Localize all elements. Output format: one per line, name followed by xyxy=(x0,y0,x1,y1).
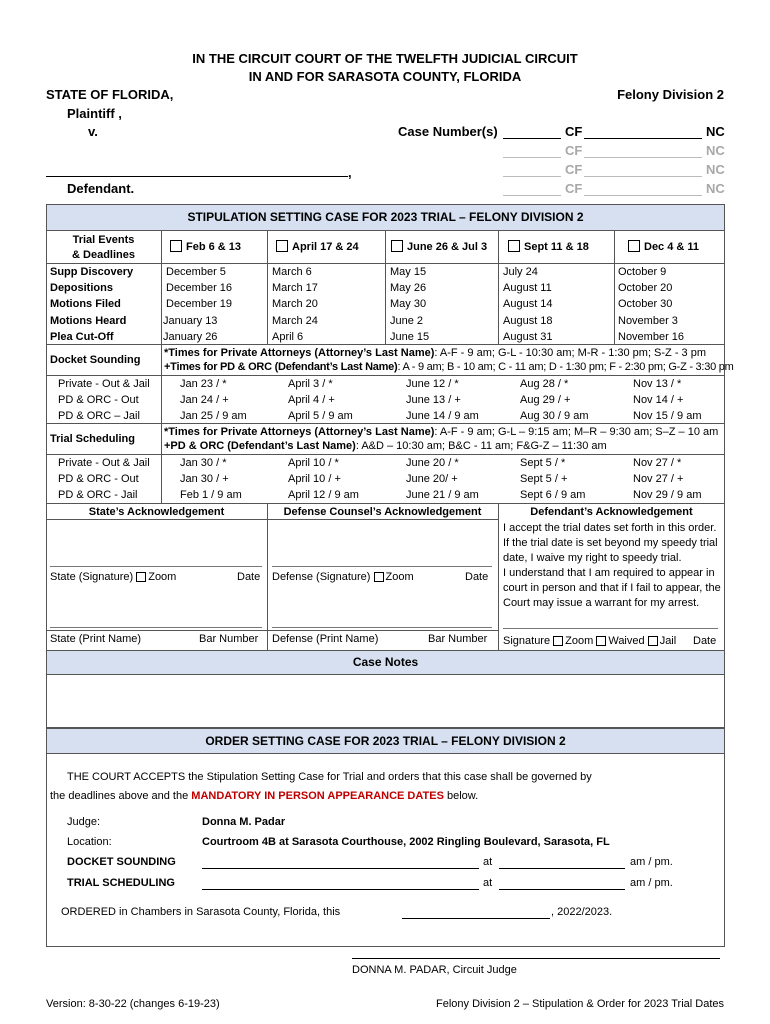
docket-at-label: at xyxy=(483,856,493,868)
trial-date: April 10 / + xyxy=(288,473,341,485)
case-year-field[interactable] xyxy=(503,138,561,139)
defendant-comma: , xyxy=(348,165,352,180)
defendant-ack-line: I understand that I am required to appear in xyxy=(503,567,715,579)
defendant-ack-line: Court may issue a warrant for my arrest. xyxy=(503,597,700,609)
defense-zoom-label: Zoom xyxy=(385,571,414,583)
deadline-date: August 31 xyxy=(503,331,553,343)
state-signature-text: State (Signature) xyxy=(50,571,134,583)
defendant-jail-label: Jail xyxy=(659,635,677,647)
defendant-signature-field[interactable] xyxy=(503,628,718,629)
deadline-date: April 6 xyxy=(272,331,304,343)
trial-date: Nov 27 / * xyxy=(633,457,682,469)
docket-sounding-label: Docket Sounding xyxy=(50,354,141,366)
docket-date: June 12 / * xyxy=(406,378,459,390)
docket-note-private-bold: *Times for Private Attorneys (Attorney’s Last Name) xyxy=(164,347,435,359)
defendant-waived-label: Waived xyxy=(608,635,645,647)
deadline-label: Motions Filed xyxy=(50,298,121,310)
trial-date: Nov 29 / 9 am xyxy=(633,489,702,501)
trial-date: Sept 5 / * xyxy=(520,457,566,469)
deadline-label: Plea Cut-Off xyxy=(50,331,114,343)
defendant-ack-line: date, I waive my right to speedy trial. xyxy=(503,552,682,564)
nc-label-3: NC xyxy=(706,162,725,177)
trial-note-pd xyxy=(164,439,607,453)
location-value: Courtroom 4B at Sarasota Courthouse, 2002 Ringling Boulevard, Sarasota, FL xyxy=(202,836,610,848)
deadline-date: May 26 xyxy=(390,282,427,294)
trial-note-pd-bold: +PD & ORC (Defendant’s Last Name) xyxy=(164,440,356,452)
docket-date: Aug 30 / 9 am xyxy=(520,410,589,422)
judge-signature-field[interactable] xyxy=(352,958,720,959)
trial-date: Sept 5 / + xyxy=(520,473,568,485)
trial-date: Jan 30 / * xyxy=(180,457,227,469)
docket-note-private-rest: : A-F - 9 am; G-L - 10:30 am; M-R - 1:30 pm; S-Z - 3 pm xyxy=(434,347,707,359)
docket-ampm-label: am / pm. xyxy=(630,856,673,868)
case-number-label: Case Number(s) xyxy=(398,124,498,139)
trial-date: Sept 6 / 9 am xyxy=(520,489,586,501)
county-title: IN AND FOR SARASOTA COUNTY, FLORIDA xyxy=(248,69,522,84)
term-april-checkbox[interactable] xyxy=(276,240,288,252)
plaintiff-label: Plaintiff , xyxy=(67,106,122,121)
trial-date: April 10 / * xyxy=(288,457,339,469)
case-number-field[interactable] xyxy=(584,138,702,139)
deadlines-label: & Deadlines xyxy=(72,249,135,261)
state-signature-field[interactable] xyxy=(50,566,262,567)
nc-label-2: NC xyxy=(706,143,725,158)
defense-signature-text: Defense (Signature) xyxy=(272,571,371,583)
defendant-signature-label xyxy=(503,634,676,648)
deadline-date: May 15 xyxy=(390,266,427,278)
docket-row-label: PD & ORC – Jail xyxy=(58,410,140,422)
mandatory-appearance-text: MANDATORY IN PERSON APPEARANCE DATES xyxy=(191,790,444,802)
deadline-date: March 20 xyxy=(272,298,318,310)
case-number-field-4[interactable] xyxy=(584,195,702,196)
state-zoom-label: Zoom xyxy=(148,571,177,583)
trial-note-private-bold: *Times for Private Attorneys (Attorney’s Last Name) xyxy=(164,426,435,438)
defense-date-label: Date xyxy=(465,571,489,583)
division-label: Felony Division 2 xyxy=(617,87,724,102)
nc-label-4: NC xyxy=(706,181,725,196)
deadline-date: March 17 xyxy=(272,282,318,294)
defense-zoom-checkbox[interactable] xyxy=(374,572,384,582)
case-year-field-4[interactable] xyxy=(503,195,561,196)
case-notes-header xyxy=(46,650,725,675)
order-title: ORDER SETTING CASE FOR 2023 TRIAL – FELONY DIVISION 2 xyxy=(205,734,566,748)
deadline-date: January 13 xyxy=(163,315,218,327)
trial-scheduling-date-field[interactable] xyxy=(202,889,479,890)
order-paragraph-line2 xyxy=(50,787,478,805)
term-june-checkbox[interactable] xyxy=(391,240,403,252)
defendant-zoom-label: Zoom xyxy=(565,635,594,647)
docket-date: Jan 25 / 9 am xyxy=(180,410,247,422)
state-signature-label xyxy=(50,570,176,584)
deadline-label: Depositions xyxy=(50,282,113,294)
term-april[interactable] xyxy=(276,240,359,254)
cf-label-4: CF xyxy=(565,181,583,196)
case-year-field-3[interactable] xyxy=(503,176,561,177)
deadline-date: October 30 xyxy=(618,298,673,310)
docket-date: Aug 29 / + xyxy=(520,394,571,406)
trial-date: June 20/ + xyxy=(406,473,458,485)
trial-date: Jan 30 / + xyxy=(180,473,229,485)
docket-date: June 14 / 9 am xyxy=(406,410,479,422)
docket-row-label: PD & ORC - Out xyxy=(58,394,139,406)
judge-value: Donna M. Padar xyxy=(202,816,286,828)
stipulation-header xyxy=(46,204,725,231)
judge-signature-label: DONNA M. PADAR, Circuit Judge xyxy=(352,964,517,976)
defense-signature-label xyxy=(272,570,414,584)
state-print-field[interactable] xyxy=(50,627,262,628)
ordered-date-field[interactable] xyxy=(402,918,550,919)
trial-date: June 20 / * xyxy=(406,457,459,469)
defendant-ack-line: If the trial date is set beyond my speedy trial xyxy=(503,537,718,549)
ordered-text: ORDERED in Chambers in Sarasota County, Florida, this xyxy=(61,906,341,918)
defendant-ack-title: Defendant’s Acknowledgement xyxy=(530,506,693,518)
docket-date: April 4 / + xyxy=(288,394,335,406)
docket-date: Jan 23 / * xyxy=(180,378,227,390)
docket-sounding-order-label: DOCKET SOUNDING xyxy=(67,856,176,868)
deadline-date: May 30 xyxy=(390,298,427,310)
docket-date: Aug 28 / * xyxy=(520,378,569,390)
defendant-name-field[interactable] xyxy=(46,176,348,177)
deadline-date: March 6 xyxy=(272,266,312,278)
footer-title: Felony Division 2 – Stipulation & Order for 2023 Trial Dates xyxy=(436,998,724,1010)
trial-scheduling-order-label: TRIAL SCHEDULING xyxy=(67,877,175,889)
state-bar-label: Bar Number xyxy=(199,633,259,645)
defense-print-label: Defense (Print Name) xyxy=(272,633,379,645)
defendant-date-label: Date xyxy=(693,635,717,647)
trial-ampm-label: am / pm. xyxy=(630,877,673,889)
docket-note-pd-rest: : A - 9 am; B - 10 am; C - 11 am; D - 1:30 pm; F - 2:30 pm; G-Z - 3:30 pm xyxy=(397,361,734,373)
deadline-date: October 9 xyxy=(618,266,667,278)
stipulation-title: STIPULATION SETTING CASE FOR 2023 TRIAL – FELONY DIVISION 2 xyxy=(187,210,584,224)
defendant-zoom-checkbox[interactable] xyxy=(553,636,563,646)
state-print-label: State (Print Name) xyxy=(50,633,142,645)
docket-date: June 13 / + xyxy=(406,394,461,406)
cf-label: CF xyxy=(565,124,583,139)
defense-print-field[interactable] xyxy=(272,627,492,628)
trial-events-label: Trial Events xyxy=(72,234,135,246)
deadline-date: August 18 xyxy=(503,315,553,327)
trial-date: Nov 27 / + xyxy=(633,473,684,485)
deadline-date: December 16 xyxy=(166,282,233,294)
term-dec-label: Dec 4 & 11 xyxy=(644,241,700,253)
trial-at-label: at xyxy=(483,877,493,889)
term-sept[interactable] xyxy=(508,240,589,254)
state-of-florida: STATE OF FLORIDA, xyxy=(46,87,174,102)
order-paragraph-line1: THE COURT ACCEPTS the Stipulation Setting Case for Trial and orders that this case shall be governed by xyxy=(67,771,592,783)
deadline-date: March 24 xyxy=(272,315,318,327)
defendant-label: Defendant. xyxy=(67,181,135,196)
docket-date: April 3 / * xyxy=(288,378,333,390)
trial-row-label: PD & ORC - Out xyxy=(58,473,139,485)
term-dec[interactable] xyxy=(628,240,699,254)
docket-row-label: Private - Out & Jail xyxy=(58,378,150,390)
case-notes-title: Case Notes xyxy=(352,655,419,669)
case-year-field-2[interactable] xyxy=(503,157,561,158)
ordered-year: , 2022/2023. xyxy=(551,906,613,918)
term-feb-checkbox[interactable] xyxy=(170,240,182,252)
trial-date: April 12 / 9 am xyxy=(288,489,359,501)
defense-ack-title: Defense Counsel’s Acknowledgement xyxy=(283,506,482,518)
order-para2-end: below. xyxy=(443,790,479,802)
deadline-date: August 14 xyxy=(503,298,553,310)
term-june-label: June 26 & Jul 3 xyxy=(407,241,488,253)
term-april-label: April 17 & 24 xyxy=(292,241,359,253)
docket-date: Jan 24 / + xyxy=(180,394,229,406)
deadline-date: November 3 xyxy=(618,315,678,327)
trial-row-label: Private - Out & Jail xyxy=(58,457,150,469)
trial-date: Feb 1 / 9 am xyxy=(180,489,242,501)
nc-label: NC xyxy=(706,124,725,139)
location-label: Location: xyxy=(67,836,112,848)
trial-scheduling-label: Trial Scheduling xyxy=(50,433,135,445)
defendant-ack-line: I accept the trial dates set forth in this order. xyxy=(503,522,717,534)
trial-note-private-rest: : A-F - 9 am; G-L – 9:15 am; M–R – 9:30 am; S–Z – 10 am xyxy=(434,426,719,438)
deadline-date: December 5 xyxy=(166,266,226,278)
deadline-date: June 15 xyxy=(390,331,430,343)
versus-label: v. xyxy=(88,124,98,139)
trial-scheduling-time-field[interactable] xyxy=(499,889,625,890)
docket-date: Nov 14 / + xyxy=(633,394,684,406)
docket-date: Nov 15 / 9 am xyxy=(633,410,702,422)
docket-sounding-time-field[interactable] xyxy=(499,868,625,869)
deadline-date: August 11 xyxy=(503,282,552,294)
defense-bar-label: Bar Number xyxy=(428,633,488,645)
deadline-label: Motions Heard xyxy=(50,315,127,327)
cf-label-3: CF xyxy=(565,162,583,177)
order-header xyxy=(46,728,725,754)
judge-label: Judge: xyxy=(67,816,101,828)
term-feb[interactable] xyxy=(170,240,241,254)
case-number-field-3[interactable] xyxy=(584,176,702,177)
trial-date: June 21 / 9 am xyxy=(406,489,479,501)
defendant-jail-checkbox[interactable] xyxy=(648,636,658,646)
deadline-date: December 19 xyxy=(166,298,233,310)
trial-row-label: PD & ORC - Jail xyxy=(58,489,138,501)
state-ack-title: State’s Acknowledgement xyxy=(88,506,225,518)
term-dec-checkbox[interactable] xyxy=(628,240,640,252)
docket-note-pd xyxy=(164,360,734,374)
docket-note-private xyxy=(164,346,706,360)
term-june[interactable] xyxy=(391,240,487,254)
docket-note-pd-bold: +Times for PD & ORC (Defendant’s Last Name) xyxy=(164,361,398,373)
deadline-date: January 26 xyxy=(163,331,218,343)
deadline-label: Supp Discovery xyxy=(50,266,134,278)
term-sept-label: Sept 11 & 18 xyxy=(524,241,589,253)
defense-signature-field[interactable] xyxy=(272,566,492,567)
defendant-ack-line: court in person and that if I fail to appear, the xyxy=(503,582,721,594)
case-number-field-2[interactable] xyxy=(584,157,702,158)
state-zoom-checkbox[interactable] xyxy=(136,572,146,582)
deadline-date: June 2 xyxy=(390,315,424,327)
deadline-date: July 24 xyxy=(503,266,538,278)
trial-note-private xyxy=(164,425,718,439)
trial-note-pd-rest: : A&D – 10:30 am; B&C - 11 am; F&G-Z – 11:30 am xyxy=(355,440,607,452)
state-date-label: Date xyxy=(237,571,261,583)
docket-date: Nov 13 / * xyxy=(633,378,682,390)
term-sept-checkbox[interactable] xyxy=(508,240,520,252)
deadline-date: November 16 xyxy=(618,331,685,343)
defendant-waived-checkbox[interactable] xyxy=(596,636,606,646)
deadline-date: October 20 xyxy=(618,282,673,294)
version-text: Version: 8-30-22 (changes 6-19-23) xyxy=(46,998,220,1010)
court-title: IN THE CIRCUIT COURT OF THE TWELFTH JUDICIAL CIRCUIT xyxy=(192,51,578,66)
term-feb-label: Feb 6 & 13 xyxy=(186,241,242,253)
defendant-signature-text: Signature xyxy=(503,635,551,647)
order-para2-start: the deadlines above and the xyxy=(50,790,192,802)
docket-sounding-date-field[interactable] xyxy=(202,868,479,869)
case-notes-field[interactable] xyxy=(46,674,725,728)
docket-date: April 5 / 9 am xyxy=(288,410,353,422)
cf-label-2: CF xyxy=(565,143,583,158)
